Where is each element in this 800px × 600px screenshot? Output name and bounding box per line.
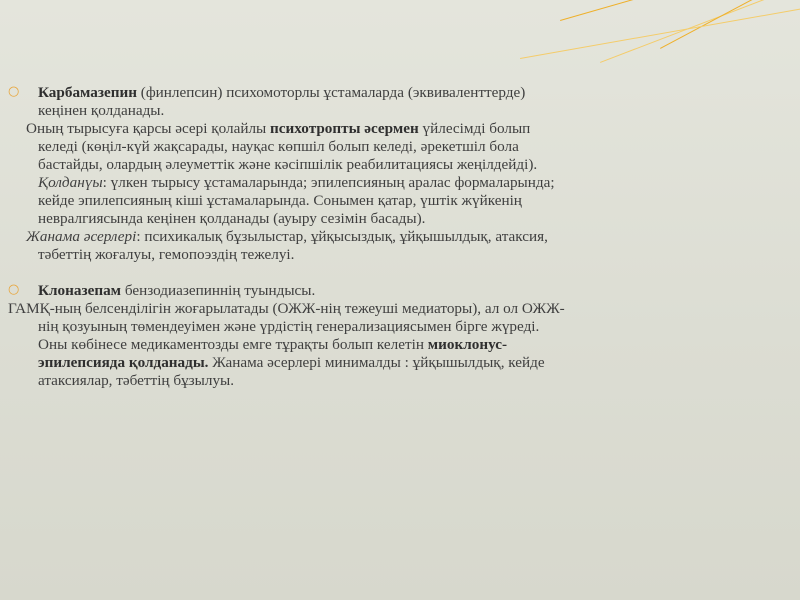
drug-name: Клоназепам: [38, 282, 122, 299]
decorative-line: [520, 8, 800, 59]
bold-phrase: психотропты әсермен: [270, 120, 419, 137]
bullet-item-carbamazepine: [8, 84, 568, 120]
side-effects-text: : психикалық бұзылыстар, ұйқысыздық, ұйқышылдық, атаксия, тәбеттің жоғалуы, гемопоэздің тежелуі.: [38, 228, 548, 263]
paragraph-text: ГАМҚ-ның белсенділігін жоғарылатады (ОЖЖ-нің тежеуші медиаторы), ал ол ОЖЖ-нің қозуының төмендеуімен және үрдістің генерализациясымен бірге жүреді. Оны көбінесе медикаментозды емге тұрақты болып келетін: [8, 300, 565, 353]
decorative-line: [660, 0, 800, 49]
side-effects-label: Жанама әсерлері: [26, 228, 137, 245]
paragraph-text: үйлесімді болып келеді (көңіл-күй жақсарады, науқас көпшіл болып келеді, әрекетшіл бола бастайды, олардың әлеуметтік және кәсіпшілік реабилитациясы жеңілдейді).: [38, 120, 538, 173]
drug-description: бензодиазепиннің туындысы.: [121, 282, 316, 299]
carbamazepine-paragraph: [8, 120, 568, 228]
slide-content: [8, 84, 568, 390]
decorative-line: [600, 0, 800, 63]
clonazepam-title: [38, 282, 568, 300]
clonazepam-paragraph: [8, 300, 568, 390]
paragraph-text: Оның тырысуға қарсы әсері қолайлы: [26, 120, 271, 137]
drug-name: Карбамазепин: [38, 84, 137, 101]
bullet-icon: ○: [8, 282, 20, 297]
decorative-line: [560, 0, 800, 21]
usage-text: : үлкен тырысу ұстамаларында; эпилепсияның аралас формаларында; кейде эпилепсияның кіші ұстамаларында. Сонымен қатар, үштік жүйкенің невралгиясында кеңінен қолданады (ауыру сезімін басады).: [38, 174, 555, 227]
bullet-icon: ○: [8, 84, 20, 99]
carbamazepine-title: [38, 84, 568, 120]
spacer: [8, 264, 568, 282]
side-effects-paragraph: [8, 228, 568, 264]
drug-description: (финлепсин) психомоторлы ұстамаларда (эквиваленттерде) кеңінен қолданады.: [38, 84, 526, 119]
bullet-item-clonazepam: [8, 282, 568, 300]
usage-label: Қолданүы: [38, 174, 103, 191]
paragraph-text: Жанама әсерлері минималды : ұйқышылдық, кейде атаксиялар, тәбеттің бұзылуы.: [38, 354, 545, 389]
bold-phrase: миоклонус-эпилепсияда қолданады.: [38, 336, 507, 371]
